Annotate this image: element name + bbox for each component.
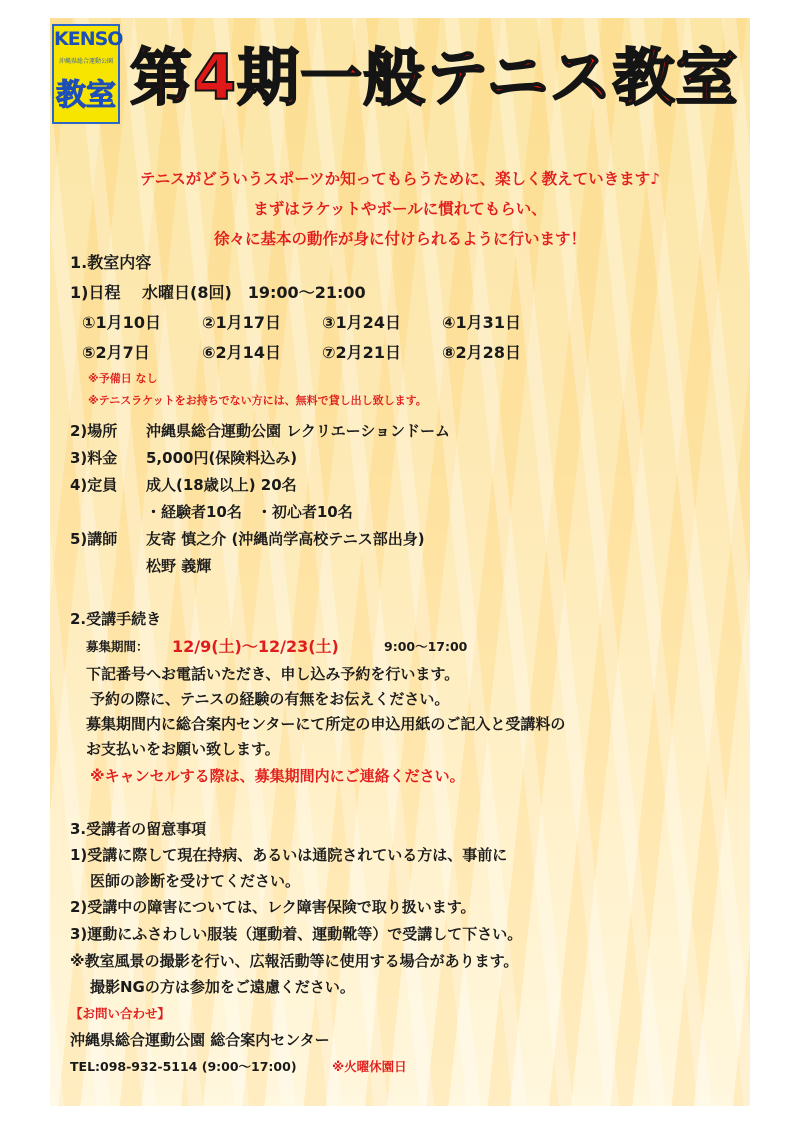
logo-main-text: 教室	[56, 78, 116, 113]
notice-line: 2)受講中の障害については、レク障害保険で取り扱います。	[70, 898, 476, 916]
kenso-logo	[52, 24, 123, 124]
capacity-label: 4)定員	[70, 476, 118, 494]
schedule-value: 水曜日(8回) 19:00～21:00	[142, 283, 366, 302]
date-5: ⑤2月7日	[82, 343, 150, 362]
contact-org: 沖縄県総合運動公園 総合案内センター	[70, 1031, 330, 1049]
racket-note: ※テニスラケットをお持ちでない方には、無料で貸し出し致します。	[88, 394, 427, 407]
notice-line: 3)運動にふさわしい服装（運動着、運動靴等）で受講して下さい。	[70, 925, 523, 943]
procedure-line: 下記番号へお電話いただき、申し込み予約を行います。	[86, 665, 460, 683]
period-time: 9:00～17:00	[384, 639, 468, 654]
intro-line: まずはラケットやボールに慣れてもらい、	[253, 200, 547, 218]
instructor-value: 友寄 慎之介 (沖縄尚学高校テニス部出身)	[146, 530, 425, 548]
notice-line: 医師の診断を受けてください。	[90, 872, 301, 890]
notice-line: ※教室風景の撮影を行い、広報活動等に使用する場合があります。	[70, 952, 519, 970]
procedure-line: お支払いをお願い致します。	[86, 740, 280, 758]
date-6: ⑥2月14日	[202, 343, 281, 362]
schedule-label: 1)日程	[70, 283, 121, 302]
period-label: 募集期間：	[86, 639, 149, 654]
logo-subtitle: 沖縄県総合運動公園	[58, 58, 113, 65]
date-7: ⑦2月21日	[322, 343, 401, 362]
place-value: 沖縄県総合運動公園 レクリエーションドーム	[146, 422, 451, 440]
contact-heading: 【お問い合わせ】	[70, 1006, 171, 1021]
intro-line: 徐々に基本の動作が身に付けられるように行います！	[213, 230, 586, 248]
intro-line: テニスがどういうスポーツか知ってもらうために、楽しく教えていきます♪	[139, 170, 661, 188]
section2-heading: 2.受講手続き	[70, 610, 162, 628]
reserve-day-note: ※予備日 なし	[88, 372, 158, 385]
flyer-sheet	[50, 18, 750, 1106]
cancel-note: ※キャンセルする際は、募集期間内にご連絡ください。	[90, 767, 465, 785]
intro-text	[50, 164, 750, 254]
capacity-value: 成人(18歳以上) 20名	[146, 476, 297, 494]
date-1: ①1月10日	[82, 313, 161, 332]
notice-line: 撮影NGの方は参加をご遠慮ください。	[90, 978, 355, 996]
date-2: ②1月17日	[202, 313, 281, 332]
procedure-line: 募集期間内に総合案内センターにて所定の申込用紙のご記入と受講料の	[86, 715, 566, 733]
instructor-value-2: 松野 義輝	[146, 557, 212, 575]
date-4: ④1月31日	[442, 313, 521, 332]
instructor-label: 5)講師	[70, 530, 118, 548]
notice-line: 1)受講に際して現在持病、あるいは通院されている方は、事前に	[70, 846, 508, 864]
section3-heading: 3.受講者の留意事項	[70, 820, 207, 838]
page-title: 第4期一般テニス教室	[130, 41, 739, 114]
logo-kenso-text: KENSO	[54, 28, 123, 50]
place-label: 2)場所	[70, 422, 118, 440]
closed-day-note: ※火曜休園日	[332, 1059, 407, 1074]
fee-value: 5,000円(保険料込み)	[146, 449, 298, 467]
period-value: 12/9(土)～12/23(土)	[172, 637, 339, 656]
procedure-line: 予約の際に、テニスの経験の有無をお伝えください。	[90, 690, 450, 708]
capacity-detail: ・経験者10名 ・初心者10名	[146, 503, 353, 521]
section1-heading: 1.教室内容	[70, 253, 152, 272]
date-3: ③1月24日	[322, 313, 401, 332]
fee-label: 3)料金	[70, 449, 118, 467]
date-8: ⑧2月28日	[442, 343, 521, 362]
contact-tel: TEL:098-932-5114 (9:00～17:00)	[70, 1059, 297, 1074]
